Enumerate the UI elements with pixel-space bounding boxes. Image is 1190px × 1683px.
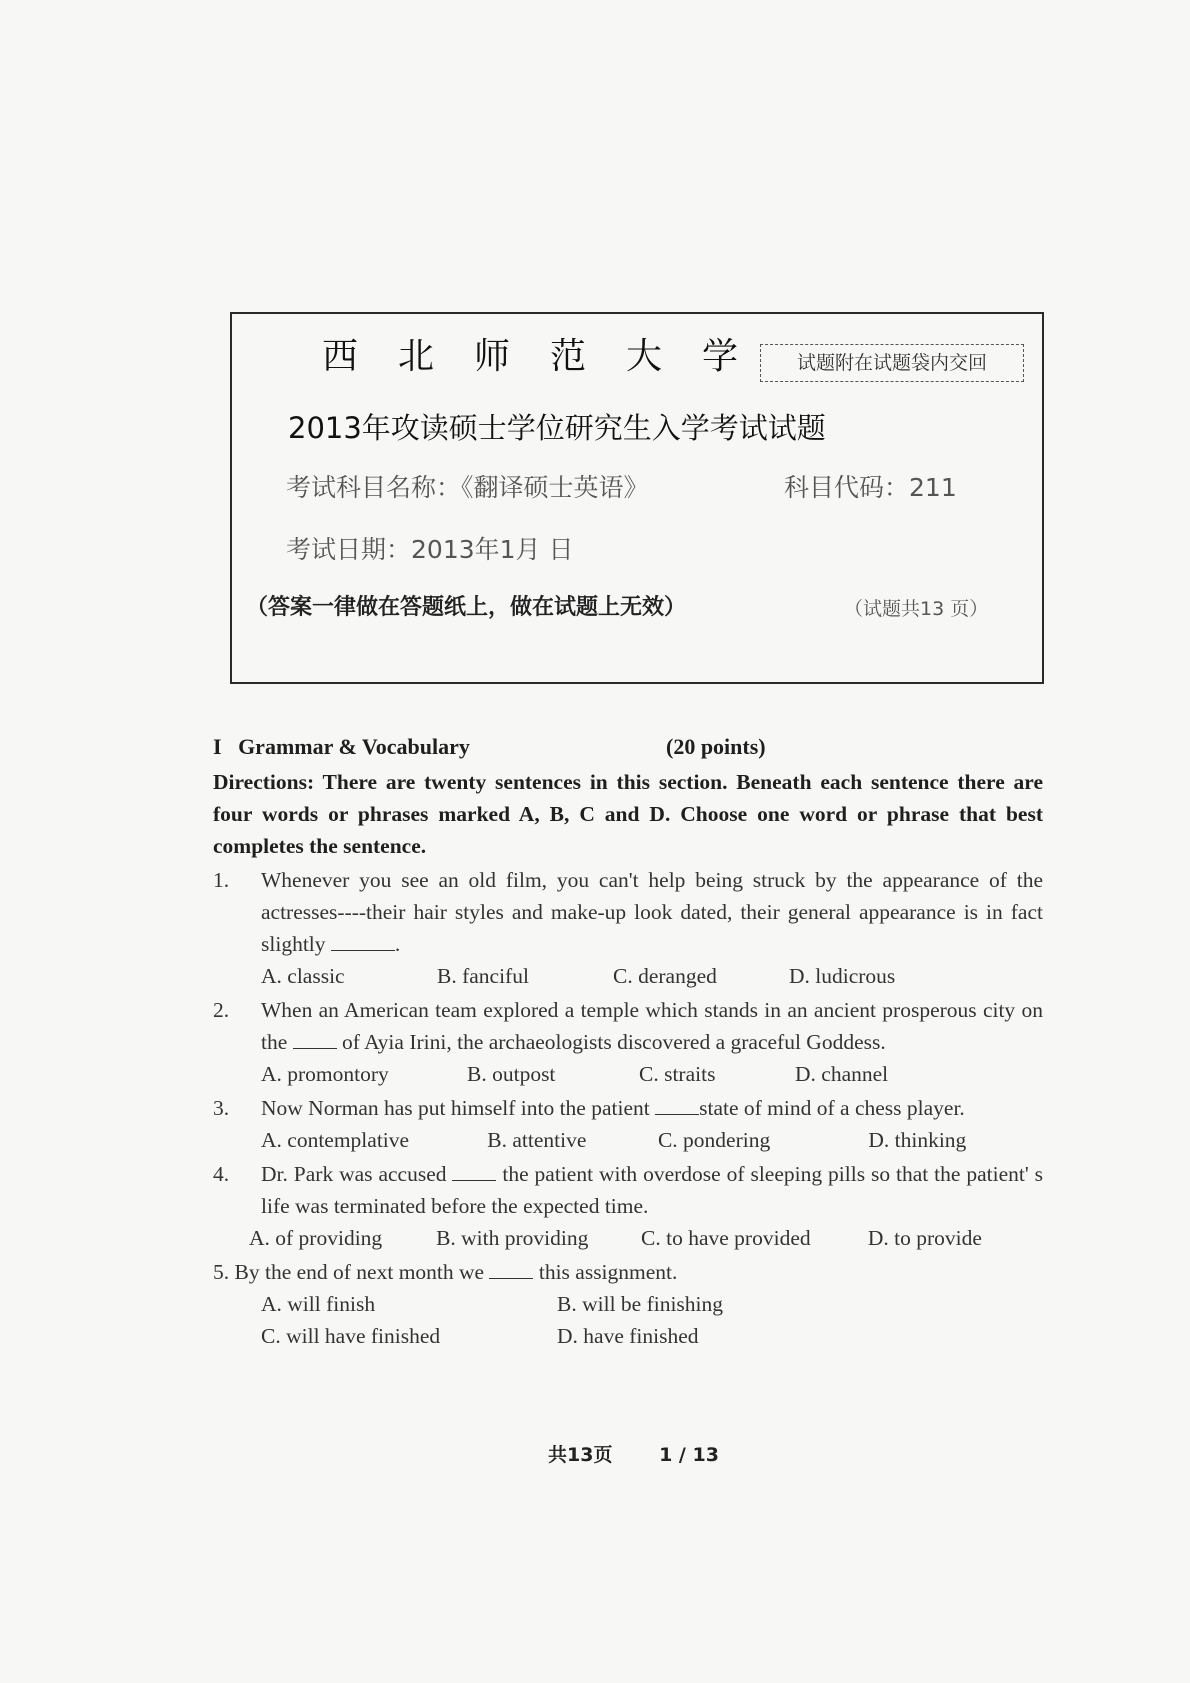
question-number: 1. [213,868,230,892]
university-name: 西北师范大学 [322,336,779,377]
date-label: 考试日期： [286,535,412,564]
option-list [213,1058,1043,1090]
question-stem [213,1158,1043,1222]
section-name: Grammar & Vocabulary [238,734,470,759]
section-directions: Directions: There are twenty sentences in this section. Beneath each sentence there are four words or phrases marked A, B, C and D. Choose one word or phrase that best completes the sentence. [213,770,1043,858]
page-footer [548,1440,719,1467]
option-c: C. deranged [613,964,717,988]
exam-title: 2013年攻读硕士学位研究生入学考试试题 [288,411,826,445]
subject-name: 《翻译硕士英语》 [461,473,649,502]
stem-text: By the end of next month we [234,1260,485,1284]
option-c: C. to have provided [641,1226,811,1250]
option-list [213,960,1043,992]
question-4 [213,1158,1043,1254]
stem-text: this assignment. [538,1260,678,1284]
option-b: B. with providing [436,1226,589,1250]
footer-page-number: 1 / 13 [659,1444,719,1466]
question-number: 5. [213,1260,230,1284]
stem-text: Dr. Park was accused [261,1162,447,1186]
stem-text: state of mind of a chess player. [699,1096,965,1120]
answer-blank [331,932,395,951]
answer-blank [293,1030,337,1049]
option-b: B. outpost [467,1062,556,1086]
option-list [213,1222,1043,1254]
question-stem [213,864,1043,960]
option-d: D. ludicrous [789,964,896,988]
page-count-note: （试题共13 页） [844,598,989,620]
question-1 [213,864,1043,992]
answer-notice: （答案一律做在答题纸上，做在试题上无效） [246,595,687,620]
code-value: 211 [909,473,957,502]
footer-total-pages: 共13页 [548,1444,613,1466]
option-a: A. of providing [249,1226,383,1250]
question-number: 2. [213,998,230,1022]
option-d: D. thinking [868,1128,967,1152]
stem-text: Now Norman has put himself into the patient [261,1096,650,1120]
question-2 [213,994,1043,1090]
section-title [213,734,1043,766]
question-stem [213,1092,1043,1124]
answer-blank [489,1260,533,1279]
subject-code-row [784,468,957,504]
subject-label: 考试科目名称： [286,473,462,502]
option-list [213,1124,1043,1156]
question-stem [213,1256,1043,1288]
exam-header-box [230,312,1044,684]
subject-row [286,468,649,504]
option-list [213,1288,1043,1352]
stem-text: . [394,932,401,956]
stem-text: the patient with overdose of sleeping pills so that the patient' s life was terminated before the expected time. [261,1162,1044,1218]
stem-text: Whenever you see an old film, you can't help being struck by the appearance of the actresses----their hair styles and make-up look dated, their general appearance is in fact slightly [261,868,1043,956]
section-numeral: I [213,734,222,759]
option-a: A. contemplative [261,1128,410,1152]
option-b: B. attentive [487,1128,587,1152]
option-b: B. will be finishing [557,1292,724,1316]
option-d: D. to provide [867,1226,982,1250]
option-c: C. pondering [657,1128,771,1152]
option-a: A. classic [261,964,345,988]
option-c: C. straits [639,1062,716,1086]
question-5 [213,1256,1043,1352]
option-a: A. will finish [261,1292,376,1316]
question-number: 3. [213,1096,230,1120]
exam-date-row [286,530,574,566]
answer-blank [655,1096,699,1115]
option-b: B. fanciful [437,964,529,988]
stem-text: When an American team explored a temple which stands in an ancient prosperous city on the [261,998,1043,1054]
question-3 [213,1092,1043,1156]
code-label: 科目代码： [784,473,910,502]
answer-blank [452,1162,496,1181]
exam-content [213,734,1043,1352]
stem-text: of Ayia Irini, the archaeologists discovered a graceful Goddess. [342,1030,886,1054]
option-c: C. will have finished [261,1324,441,1348]
section-points: (20 points) [666,734,766,759]
question-stem [213,994,1043,1058]
option-d: D. channel [795,1062,889,1086]
option-d: D. have finished [557,1324,699,1348]
return-note-box: 试题附在试题袋内交回 [760,344,1024,382]
date-value: 2013年1月 日 [411,535,574,564]
question-number: 4. [213,1162,230,1186]
option-a: A. promontory [261,1062,389,1086]
